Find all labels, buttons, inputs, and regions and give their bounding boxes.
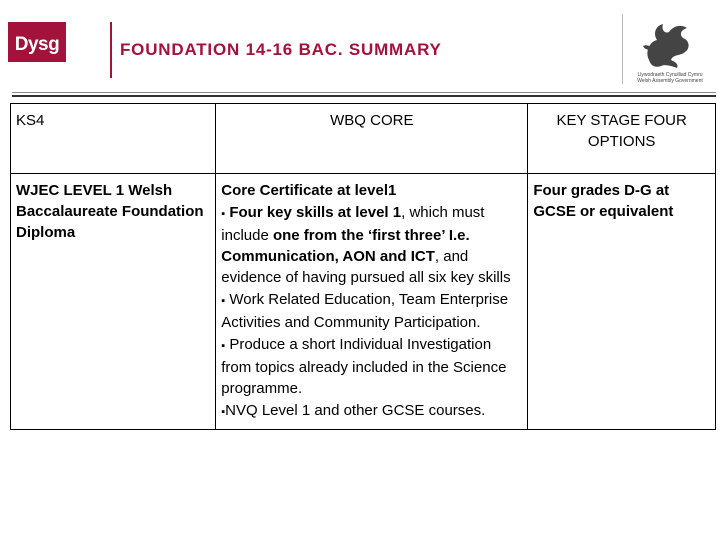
crest-welsh-name: Llywodraeth Cynulliad Cymru <box>637 72 703 78</box>
bullet: ▪ <box>221 340 226 352</box>
header-ks4: KS4 <box>11 104 216 174</box>
core-item-key-skills: ▪ Four key skills at level 1, which must include one from the ‘first three’ I.e. Communication, AON and ICT, and evidence of having pursued all six key skills <box>221 204 511 286</box>
summary-table <box>10 103 716 430</box>
core-item-nvq: ▪NVQ Level 1 and other GCSE courses. <box>221 402 486 419</box>
bullet: ▪ <box>221 295 226 307</box>
cell-wbq-core <box>216 174 528 430</box>
table-row <box>11 174 716 430</box>
header-wbq-core: WBQ CORE <box>216 104 528 174</box>
core-item-investigation: ▪ Produce a short Individual Investigation from topics already included in the Science programme. <box>221 336 507 397</box>
dragon-icon <box>635 16 697 70</box>
crest-english-name: Welsh Assembly Government <box>637 78 703 84</box>
header-rule-thick <box>12 95 716 97</box>
core-title: Core Certificate at level1 <box>221 182 397 199</box>
header-rule <box>12 92 716 93</box>
dysg-logo <box>8 22 66 62</box>
logo-text: Dysg <box>14 34 60 55</box>
header-key-stage-four: KEY STAGE FOUR OPTIONS <box>528 104 716 174</box>
welsh-assembly-crest <box>622 14 713 84</box>
header-divider <box>110 22 112 78</box>
core-item-work-related: ▪ Work Related Education, Team Enterprise Activities and Community Participation. <box>221 291 509 331</box>
page-title: FOUNDATION 14-16 BAC. SUMMARY <box>120 40 442 59</box>
bullet: ▪ <box>221 208 226 220</box>
cell-diploma: WJEC LEVEL 1 Welsh Baccalaureate Foundation Diploma <box>11 174 216 430</box>
cell-options: Four grades D-G at GCSE or equivalent <box>528 174 716 430</box>
table-header-row <box>11 104 716 174</box>
bullet: ▪ <box>221 406 226 418</box>
